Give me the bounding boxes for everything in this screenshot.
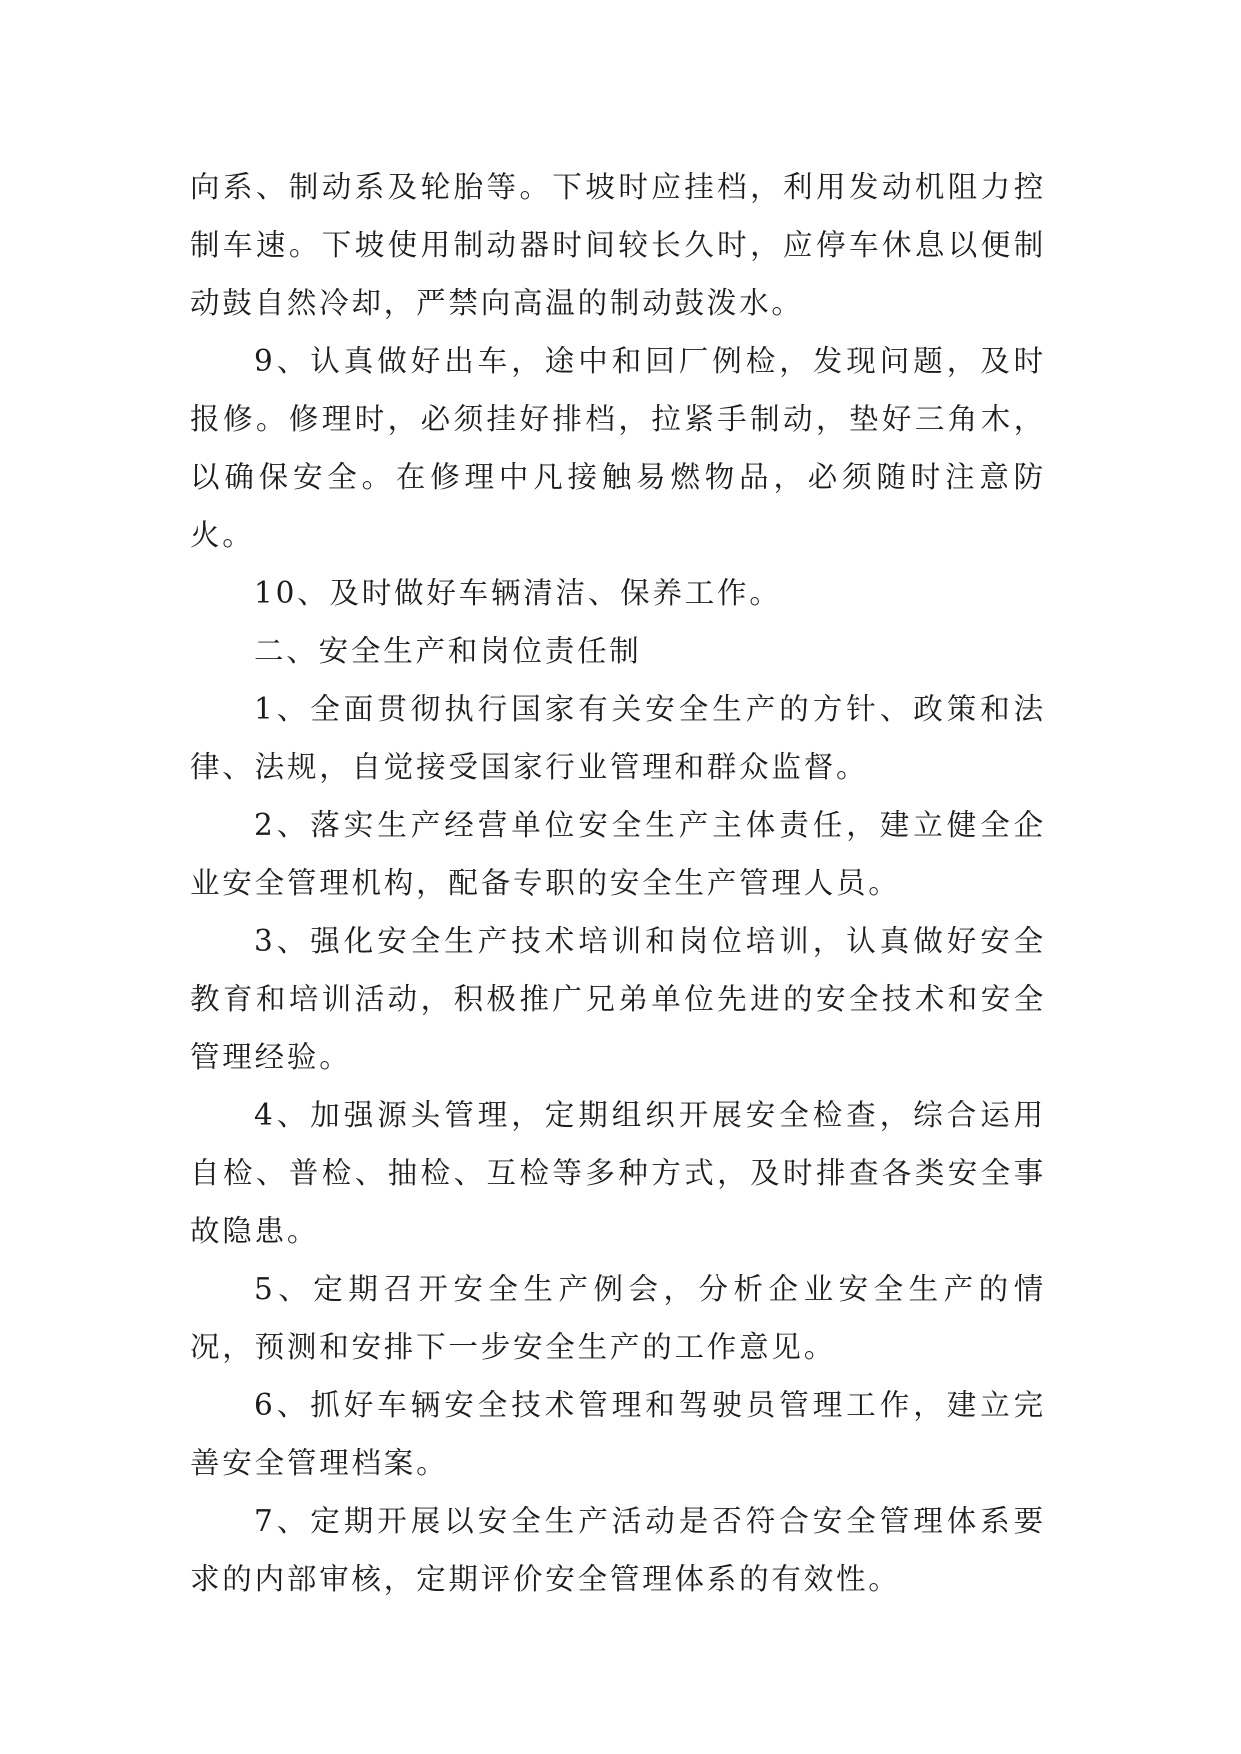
paragraph-section2-item-2: 2、落实生产经营单位安全生产主体责任，建立健全企业安全管理机构，配备专职的安全生产管理人员。 [190, 808, 1046, 900]
paragraph-section2-item-4: 4、加强源头管理，定期组织开展安全检查，综合运用自检、普检、抽检、互检等多种方式，及时排查各类安全事故隐患。 [190, 1098, 1046, 1248]
paragraph-section2-item-1: 1、全面贯彻执行国家有关安全生产的方针、政策和法律、法规，自觉接受国家行业管理和群众监督。 [190, 692, 1046, 784]
paragraph-continuation: 向系、制动系及轮胎等。下坡时应挂档，利用发动机阻力控制车速。下坡使用制动器时间较长久时，应停车休息以便制动鼓自然冷却，严禁向高温的制动鼓泼水。 [190, 170, 1046, 320]
section-heading-2: 二、安全生产和岗位责任制 [254, 634, 642, 668]
paragraph-item-9: 9、认真做好出车，途中和回厂例检，发现问题，及时报修。修理时，必须挂好排档，拉紧手制动，垫好三角木，以确保安全。在修理中凡接触易燃物品，必须随时注意防火。 [190, 344, 1046, 552]
paragraph-section2-item-6: 6、抓好车辆安全技术管理和驾驶员管理工作，建立完善安全管理档案。 [190, 1388, 1046, 1480]
paragraph-item-10: 10、及时做好车辆清洁、保养工作。 [254, 576, 782, 610]
paragraph-section2-item-7: 7、定期开展以安全生产活动是否符合安全管理体系要求的内部审核，定期评价安全管理体系的有效性。 [190, 1504, 1046, 1596]
document-body [190, 158, 1046, 1608]
paragraph-section2-item-5: 5、定期召开安全生产例会，分析企业安全生产的情况，预测和安排下一步安全生产的工作意见。 [190, 1272, 1046, 1364]
paragraph-section2-item-3: 3、强化安全生产技术培训和岗位培训，认真做好安全教育和培训活动，积极推广兄弟单位先进的安全技术和安全管理经验。 [190, 924, 1046, 1074]
